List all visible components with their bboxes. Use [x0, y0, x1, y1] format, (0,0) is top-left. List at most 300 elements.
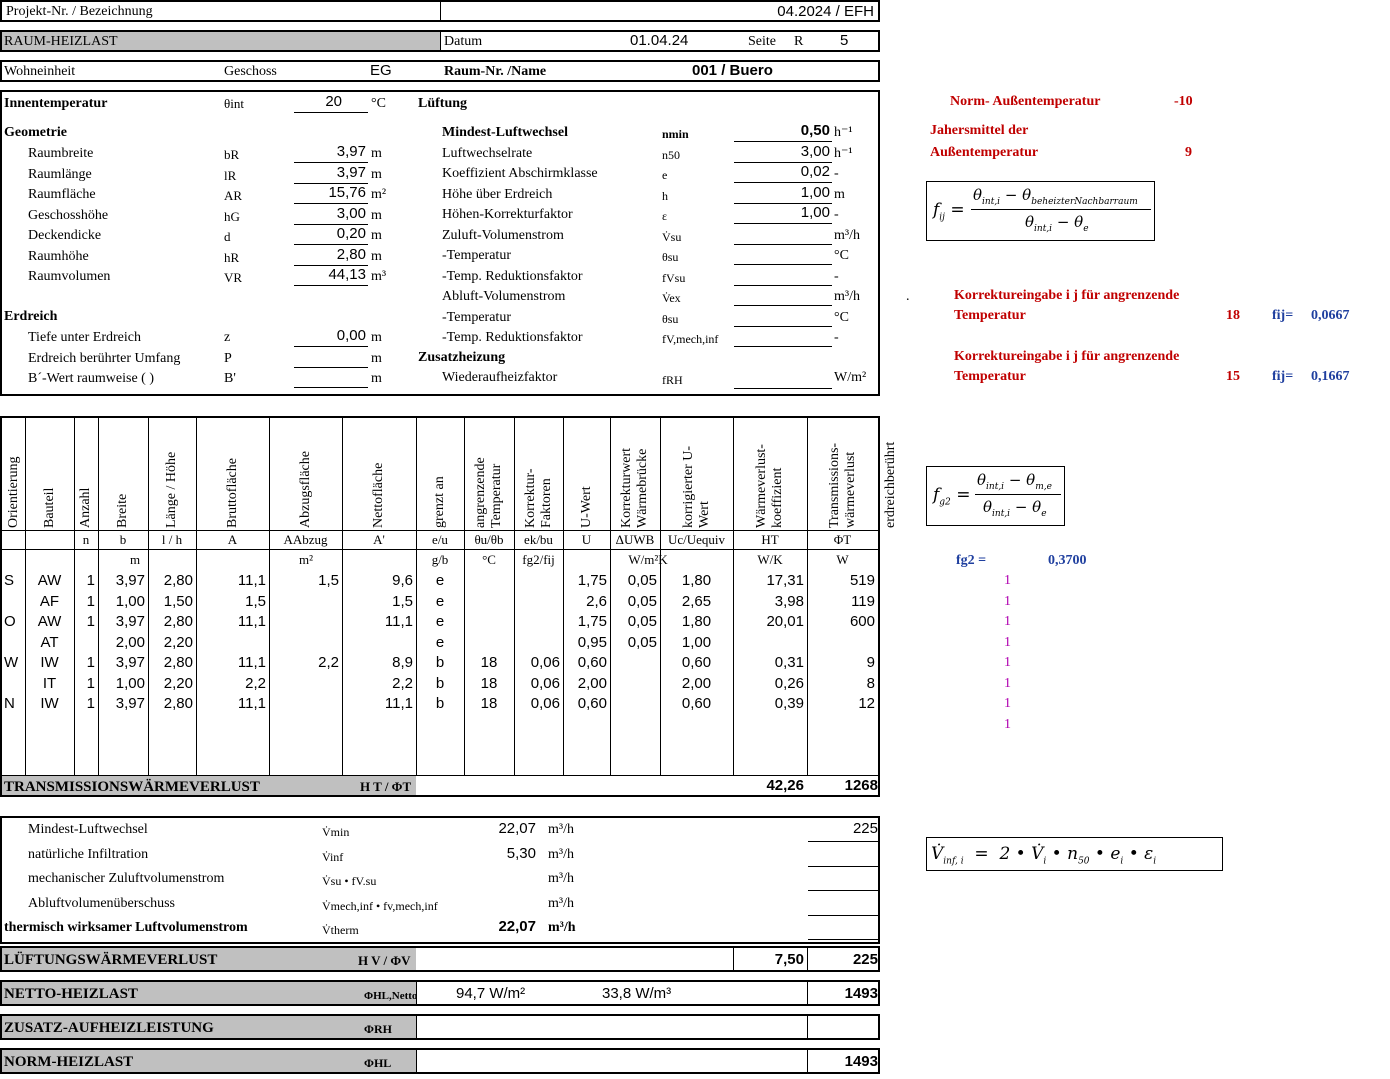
table-cell: 519: [849, 572, 875, 589]
innentemp-sym: θint: [224, 96, 244, 111]
room-row: [0, 60, 880, 82]
lueftung-row-unit: m³/h: [834, 227, 860, 243]
lueftung-row-value: 3,00: [800, 142, 830, 160]
vent-row-label: Abluftvolumenüberschuss: [28, 895, 175, 911]
table-cell: 2,00: [115, 633, 145, 651]
trans-label: TRANSMISSIONSWÄRMEVERLUST: [4, 779, 260, 795]
erdreich-flag: 1: [1004, 634, 1011, 650]
erdreich-item-symbol: z: [224, 330, 231, 345]
table-cell: AF: [39, 592, 60, 610]
geometry-label: Raumlänge: [28, 166, 92, 182]
table-cell: 2,20: [163, 633, 193, 651]
table-cell: 0,06: [530, 674, 560, 692]
korr2-value: 15: [1226, 369, 1240, 384]
table-cell: 1: [86, 613, 95, 630]
table-symbol: A: [227, 532, 238, 547]
norm-temp-value: -10: [1174, 94, 1193, 109]
table-symbol: θu/θb: [474, 532, 504, 547]
lueft-h-value: 7,50: [774, 951, 804, 968]
wieder-label: Wiederaufheizfaktor: [442, 370, 558, 385]
zusatz-heiz-label: ZUSATZ-AUFHEIZLEISTUNG: [4, 1020, 214, 1036]
table-cell: 0,05: [627, 572, 657, 589]
table-header: Wärmeverlust-koeffizient: [754, 444, 785, 528]
table-cell: 1: [86, 654, 95, 671]
lueft-sym: H V / ΦV: [358, 953, 411, 968]
lueftung-row-unit: h⁻¹: [834, 125, 853, 140]
erdreich-item-unit: m: [371, 330, 382, 345]
table-cell: 11,1: [237, 572, 266, 589]
vent-row-symbol: V̇su • fV.su: [322, 874, 377, 888]
table-cell: 11,1: [237, 654, 266, 671]
geometry-symbol: VR: [224, 270, 243, 285]
table-cell: 11,1: [384, 695, 413, 712]
table-cell: IW: [40, 695, 59, 712]
table-cell: 0,05: [627, 613, 657, 630]
table-unit: W: [836, 552, 849, 567]
table-cell: 3,97: [115, 613, 145, 630]
lueftung-row-label: Höhen-Korrekturfaktor: [442, 207, 573, 222]
korr2-label-1: Korrektureingabe i j für angrenzende: [954, 349, 1180, 364]
zusatz-row: [0, 1014, 880, 1040]
table-header: Korrekturwert Wärmebrücke: [619, 447, 650, 528]
fij-formula: $f_{ij}$ = $\theta_{int,i} - \theta_{beheizterNachbarraum}$ $\theta_{int,i} - \theta_e$: [926, 181, 1155, 241]
table-symbol: U: [581, 532, 592, 547]
transmission-table: [0, 416, 880, 797]
lueftung-row-label: -Temp. Reduktionsfaktor: [442, 268, 583, 284]
project-value: 04.2024 / EFH: [777, 3, 874, 20]
table-cell: e: [435, 592, 445, 610]
lueftung-row-label: Koeffizient Abschirmklasse: [442, 166, 598, 181]
lueftung-row-label: Zuluft-Volumenstrom: [442, 227, 564, 243]
table-cell: 2,00: [577, 674, 607, 692]
lueftung-row-symbol: n50: [662, 147, 680, 162]
lueftung-row-unit: -: [834, 166, 839, 181]
geometry-unit: m: [371, 207, 382, 223]
lueftung-row-unit: m³/h: [834, 289, 860, 304]
vent-row-label: mechanischer Zuluftvolumenstrom: [28, 871, 225, 886]
table-header: Bruttofläche: [224, 458, 240, 528]
table-header: Orientierung: [5, 456, 21, 528]
table-cell: 11,1: [237, 613, 266, 630]
vent-row-symbol: V̇min: [322, 825, 350, 839]
seite-label: Seite: [748, 34, 776, 49]
vent-row-symbol: V̇therm: [322, 923, 359, 937]
trans-h-value: 42,26: [766, 777, 804, 794]
norm-heizlast-value: 1493: [844, 1053, 878, 1070]
geometry-label: Raumhöhe: [28, 248, 89, 264]
korr2-label-2: Temperatur: [954, 369, 1026, 384]
lueftung-row-value: 1,00: [800, 183, 830, 201]
lueft-label: LÜFTUNGSWÄRMEVERLUST: [4, 952, 218, 968]
raum-label: Raum-Nr. /Name: [444, 64, 547, 79]
geometry-symbol: AR: [224, 188, 243, 203]
geometry-label: Raumbreite: [28, 146, 94, 161]
korr1-label-2: Temperatur: [954, 308, 1026, 323]
dot-mark: .: [906, 289, 910, 304]
table-unit: m²: [298, 552, 313, 567]
vinf-formula: $V̇_{inf, i} = 2$ • $V̇_i$ • $n_{50}$ • $e_i$ • $\varepsilon_i$: [926, 837, 1223, 871]
geometry-value: 15,76: [328, 184, 366, 201]
table-cell: 2,80: [163, 572, 193, 589]
korr2-fij-label: fij=: [1272, 369, 1294, 384]
table-cell: 18: [480, 674, 498, 692]
lueftung-summary-row: [0, 946, 880, 972]
korr2-fij-value: 0,1667: [1311, 369, 1350, 384]
table-header: Nettofläche: [371, 462, 386, 528]
geometry-unit: m: [371, 228, 382, 243]
netto-sym: ΦHL,Netto: [364, 990, 418, 1002]
lueftung-row-unit: h⁻¹: [834, 145, 853, 161]
geometry-value: 3,97: [336, 163, 366, 181]
jahres-value: 9: [1185, 145, 1192, 160]
table-symbol: ΦT: [833, 532, 852, 547]
table-cell: 1,75: [577, 572, 607, 589]
geometry-label: Raumvolumen: [28, 269, 111, 284]
table-symbol: ek/bu: [524, 532, 553, 547]
wohneinheit-label: Wohneinheit: [4, 64, 76, 79]
geometry-symbol: hG: [224, 208, 240, 224]
geometry-unit: m²: [371, 187, 387, 202]
lueftung-row-unit: °C: [834, 248, 849, 263]
table-cell: 0,05: [627, 592, 657, 610]
table-cell: 2,80: [163, 654, 193, 671]
table-cell: 1,80: [681, 613, 712, 630]
geometry-unit: m: [371, 166, 382, 182]
table-cell: 8,9: [392, 654, 413, 671]
table-header: U-Wert: [578, 486, 594, 528]
table-symbol: A': [373, 532, 385, 547]
table-cell: b: [435, 695, 445, 712]
lueftung-row-label: Luftwechselrate: [442, 145, 533, 161]
lueftung-row-unit: -: [834, 330, 839, 345]
innentemp-label: Innentemperatur: [4, 96, 108, 111]
table-cell: IT: [42, 674, 57, 692]
table-header: Breite: [115, 493, 130, 528]
lueftung-row-value: 0,02: [800, 163, 830, 180]
page-title: RAUM-HEIZLAST: [4, 34, 118, 49]
table-cell: 2,2: [318, 654, 339, 671]
table-cell: 1,5: [392, 592, 413, 610]
vent-row-value: 22,07: [498, 918, 536, 935]
seite-r: R: [794, 34, 804, 49]
wieder-unit: W/m²: [834, 370, 867, 385]
table-unit: °C: [482, 552, 496, 567]
table-cell: 3,97: [115, 654, 145, 671]
lueftung-row-unit: -: [834, 207, 839, 222]
netto-wm3: 33,8 W/m³: [602, 985, 672, 1002]
vent-row-unit: m³/h: [548, 920, 576, 935]
table-cell: 2,80: [163, 613, 193, 630]
table-unit: W/K: [757, 552, 783, 567]
table-symbol: AAbzug: [283, 532, 328, 547]
table-header: Transmissions-wärmeverlust: [826, 442, 858, 528]
table-cell: AT: [40, 633, 59, 651]
table-unit: fg2/fij: [522, 552, 555, 567]
table-cell: IW: [40, 654, 59, 671]
fg2-formula: $f_{g2}$ = $\theta_{int,i} - \theta_{m,e}$ $\theta_{int,i} - \theta_e$: [926, 466, 1065, 526]
lueftung-row-symbol: nmin: [662, 127, 689, 141]
table-cell: S: [4, 572, 15, 589]
table-symbol: HT: [761, 532, 779, 547]
lueftung-row-value: 0,50: [800, 122, 830, 139]
netto-row: [0, 980, 880, 1006]
lueftung-row-symbol: V̇ex: [662, 291, 681, 305]
table-cell: N: [4, 695, 15, 712]
lueftung-row-symbol: e: [662, 168, 668, 182]
lueftung-row-unit: °C: [834, 309, 849, 325]
lueftung-row-symbol: θsu: [662, 311, 679, 326]
erdreich-item-symbol: B': [224, 371, 236, 386]
lueftung-row-unit: -: [834, 268, 839, 284]
lueftung-row-symbol: θsu: [662, 250, 679, 264]
jahres-label-1: Jahersmittel der: [930, 123, 1029, 138]
korr1-value: 18: [1226, 308, 1240, 323]
trans-phi-value: 1268: [844, 777, 878, 794]
seite-value: 5: [840, 32, 849, 49]
erdreich-flag: 1: [1004, 675, 1011, 691]
korr1-fij-label: fij=: [1272, 308, 1294, 323]
erdreichberuehrt-label: erdreichberührt: [883, 441, 898, 528]
vent-row-symbol: V̇mech,inf • fv,mech,inf: [322, 898, 438, 913]
geometry-value: 0,20: [336, 225, 366, 242]
datum-value: 01.04.24: [630, 32, 689, 49]
table-cell: 17,31: [766, 572, 804, 589]
geometrie-label: Geometrie: [4, 125, 67, 140]
table-cell: 11,1: [237, 695, 266, 712]
lueftung-row-label: -Temperatur: [442, 248, 511, 263]
erdreich-item-unit: m: [371, 371, 382, 386]
vent-row-value: 5,30: [506, 844, 536, 862]
lueftung-row-label: -Temp. Reduktionsfaktor: [442, 330, 583, 345]
geometry-unit: m: [371, 248, 382, 264]
table-header: Korrektur-Faktoren: [522, 468, 554, 528]
erdreich-item-symbol: P: [224, 350, 232, 366]
table-cell: b: [435, 654, 445, 671]
geometry-unit: m: [371, 146, 382, 161]
table-cell: 2,80: [163, 695, 193, 712]
table-cell: 3,97: [115, 572, 145, 589]
table-cell: 1,00: [115, 592, 145, 610]
geschoss-value: EG: [370, 62, 392, 79]
lueftung-row-symbol: V̇su: [662, 229, 682, 244]
table-cell: 0,60: [681, 654, 712, 671]
vent-row-value: 22,07: [498, 820, 536, 837]
zusatz-sym: ΦRH: [364, 1022, 392, 1036]
vent-row-unit: m³/h: [548, 846, 574, 862]
innentemp-value: 20: [325, 93, 342, 110]
project-row: [0, 0, 880, 22]
korr1-fij-value: 0,0667: [1311, 308, 1350, 323]
table-cell: AW: [37, 572, 62, 589]
lueftung-row-symbol: h: [662, 188, 668, 203]
korr1-label-1: Korrektureingabe i j für angrenzende: [954, 288, 1180, 303]
geometry-unit: m³: [371, 269, 387, 284]
table-cell: 0,31: [774, 654, 804, 671]
netto-label: NETTO-HEIZLAST: [4, 986, 138, 1002]
table-cell: 0,06: [530, 654, 560, 671]
vent-row-unit: m³/h: [548, 822, 574, 837]
table-cell: 2,65: [681, 592, 712, 610]
table-header: grenzt an: [432, 476, 447, 528]
vent-row-right: 225: [852, 820, 878, 837]
table-symbol: e/u: [432, 532, 448, 547]
vent-row-unit: m³/h: [548, 895, 574, 911]
table-symbol: n: [82, 532, 90, 547]
table-header: Anzahl: [78, 487, 93, 528]
geometry-value: 3,97: [336, 143, 366, 160]
geometry-value: 3,00: [336, 204, 366, 222]
norm-heizlast-row: [0, 1048, 880, 1074]
table-cell: 9,6: [392, 572, 413, 589]
table-cell: 600: [849, 613, 875, 630]
table-cell: e: [435, 633, 445, 651]
erdreich-item-unit: m: [371, 350, 382, 366]
erdreich-flag: 1: [1004, 593, 1011, 609]
erdreich-item-label: B´-Wert raumweise ( ): [28, 371, 154, 386]
lueftung-row-unit: m: [834, 186, 845, 202]
erdreich-item-label: Erdreich berührter Umfang: [28, 350, 181, 366]
norm-heizlast-label: NORM-HEIZLAST: [4, 1054, 134, 1070]
table-symbol: l / h: [161, 532, 183, 547]
vent-row-label: natürliche Infiltration: [28, 846, 149, 862]
table-cell: 0,60: [681, 695, 712, 712]
table-cell: 8: [866, 674, 875, 692]
table-cell: 1: [86, 695, 95, 712]
title-row: [0, 30, 880, 52]
innentemp-unit: °C: [371, 96, 386, 111]
ventilation-block: [0, 816, 880, 944]
erdreich-flag: 1: [1004, 696, 1011, 711]
lueftung-row-label: Höhe über Erdreich: [442, 186, 553, 202]
erdreich-flag: 1: [1004, 716, 1011, 732]
lueftung-row-label: Abluft-Volumenstrom: [442, 289, 566, 304]
table-cell: 20,01: [766, 613, 804, 630]
project-label: Projekt-Nr. / Bezeichnung: [6, 4, 153, 19]
table-cell: 18: [480, 654, 498, 671]
table-symbol: b: [119, 532, 127, 547]
norm-temp-label: Norm- Außentemperatur: [950, 94, 1101, 109]
table-cell: 1: [86, 592, 95, 610]
vent-row-label: thermisch wirksamer Luftvolumenstrom: [4, 920, 248, 935]
table-cell: 3,98: [774, 592, 804, 610]
erdreich-flag: 1: [1004, 655, 1011, 670]
table-cell: 1,5: [245, 592, 266, 610]
vent-row-symbol: V̇inf: [322, 849, 344, 864]
table-cell: 9: [866, 654, 875, 671]
zusatz-label: Zusatzheizung: [418, 350, 506, 365]
geometry-label: Geschosshöhe: [28, 207, 109, 223]
norm-heizlast-sym: ΦHL: [364, 1056, 392, 1070]
datum-label: Datum: [444, 34, 483, 49]
lueftung-row-symbol: ε: [662, 209, 668, 223]
table-header: Abzugsfläche: [297, 451, 313, 528]
erdreich-label: Erdreich: [4, 309, 58, 324]
table-header: Bauteil: [41, 487, 57, 528]
table-cell: 12: [858, 695, 875, 712]
table-cell: 2,00: [681, 674, 712, 692]
table-cell: e: [435, 572, 445, 589]
lueft-phi-value: 225: [852, 951, 878, 968]
table-cell: 1,75: [577, 613, 607, 630]
erdreich-item-value: 0,00: [336, 327, 366, 344]
geometry-label: Deckendicke: [28, 228, 102, 243]
table-cell: 1,00: [681, 633, 712, 651]
raum-value: 001 / Buero: [692, 62, 773, 79]
table-symbol: Uc/Uequiv: [667, 532, 726, 547]
table-cell: 2,2: [245, 674, 266, 692]
table-cell: 1: [86, 572, 95, 589]
geometry-symbol: lR: [224, 167, 237, 183]
table-cell: O: [4, 613, 16, 630]
table-header: angrenzende Temperatur: [473, 457, 504, 528]
jahres-label-2: Außentemperatur: [930, 145, 1039, 160]
lueftung-row-label: -Temperatur: [442, 309, 511, 325]
table-cell: 0,06: [530, 695, 560, 712]
table-cell: W: [4, 654, 19, 671]
table-cell: 1,50: [163, 592, 193, 610]
table-unit: m: [129, 552, 141, 567]
geschoss-label: Geschoss: [224, 64, 277, 79]
table-cell: 11,1: [384, 613, 413, 630]
table-symbol: ΔUWB: [615, 532, 655, 547]
lueftung-row-symbol: fV,mech,inf: [662, 332, 719, 346]
table-cell: 2,2: [392, 674, 413, 692]
erdreich-item-label: Tiefe unter Erdreich: [28, 330, 141, 345]
vent-row-label: Mindest-Luftwechsel: [28, 822, 148, 837]
geometry-symbol: d: [224, 229, 231, 244]
table-cell: 3,97: [115, 695, 145, 712]
geometry-value: 2,80: [336, 245, 366, 263]
trans-sym: H T / ΦT: [360, 779, 412, 794]
netto-value: 1493: [844, 985, 878, 1002]
table-unit: W/m²K: [628, 552, 668, 567]
table-header: Länge / Höhe: [164, 451, 179, 528]
geometry-label: Raumfläche: [28, 187, 96, 202]
table-cell: 18: [480, 695, 498, 712]
table-cell: 1,80: [681, 572, 712, 589]
table-unit: g/b: [431, 552, 449, 567]
table-cell: 0,05: [627, 633, 657, 651]
table-cell: b: [435, 674, 445, 692]
geometry-value: 44,13: [328, 266, 366, 283]
table-cell: 0,26: [774, 674, 804, 692]
table-cell: 0,95: [577, 633, 607, 651]
lueftung-label: Lüftung: [418, 96, 468, 111]
table-cell: e: [435, 613, 445, 630]
erdreich-flag: 1: [1004, 614, 1011, 629]
table-cell: 2,6: [586, 592, 607, 610]
wieder-sym: fRH: [662, 373, 683, 387]
table-cell: 0,60: [577, 695, 607, 712]
table-cell: 0,60: [577, 654, 607, 671]
fg2-label: fg2 =: [956, 553, 987, 568]
lueftung-row-label: Mindest-Luftwechsel: [442, 125, 568, 140]
lueftung-row-symbol: fVsu: [662, 270, 686, 285]
fg2-value: 0,3700: [1048, 553, 1087, 568]
table-cell: AW: [37, 613, 62, 630]
netto-wm2: 94,7 W/m²: [456, 985, 526, 1002]
table-cell: 1,5: [318, 572, 339, 589]
geometry-symbol: hR: [224, 249, 240, 265]
table-cell: 1: [86, 674, 95, 692]
vent-row-unit: m³/h: [548, 871, 574, 886]
table-cell: 119: [851, 592, 875, 610]
table-cell: 0,39: [774, 695, 804, 712]
table-header: korrigierter U-Wert: [680, 445, 712, 528]
erdreich-flag: 1: [1004, 573, 1011, 588]
table-cell: 2,20: [163, 674, 193, 692]
table-cell: 1,00: [115, 674, 145, 692]
